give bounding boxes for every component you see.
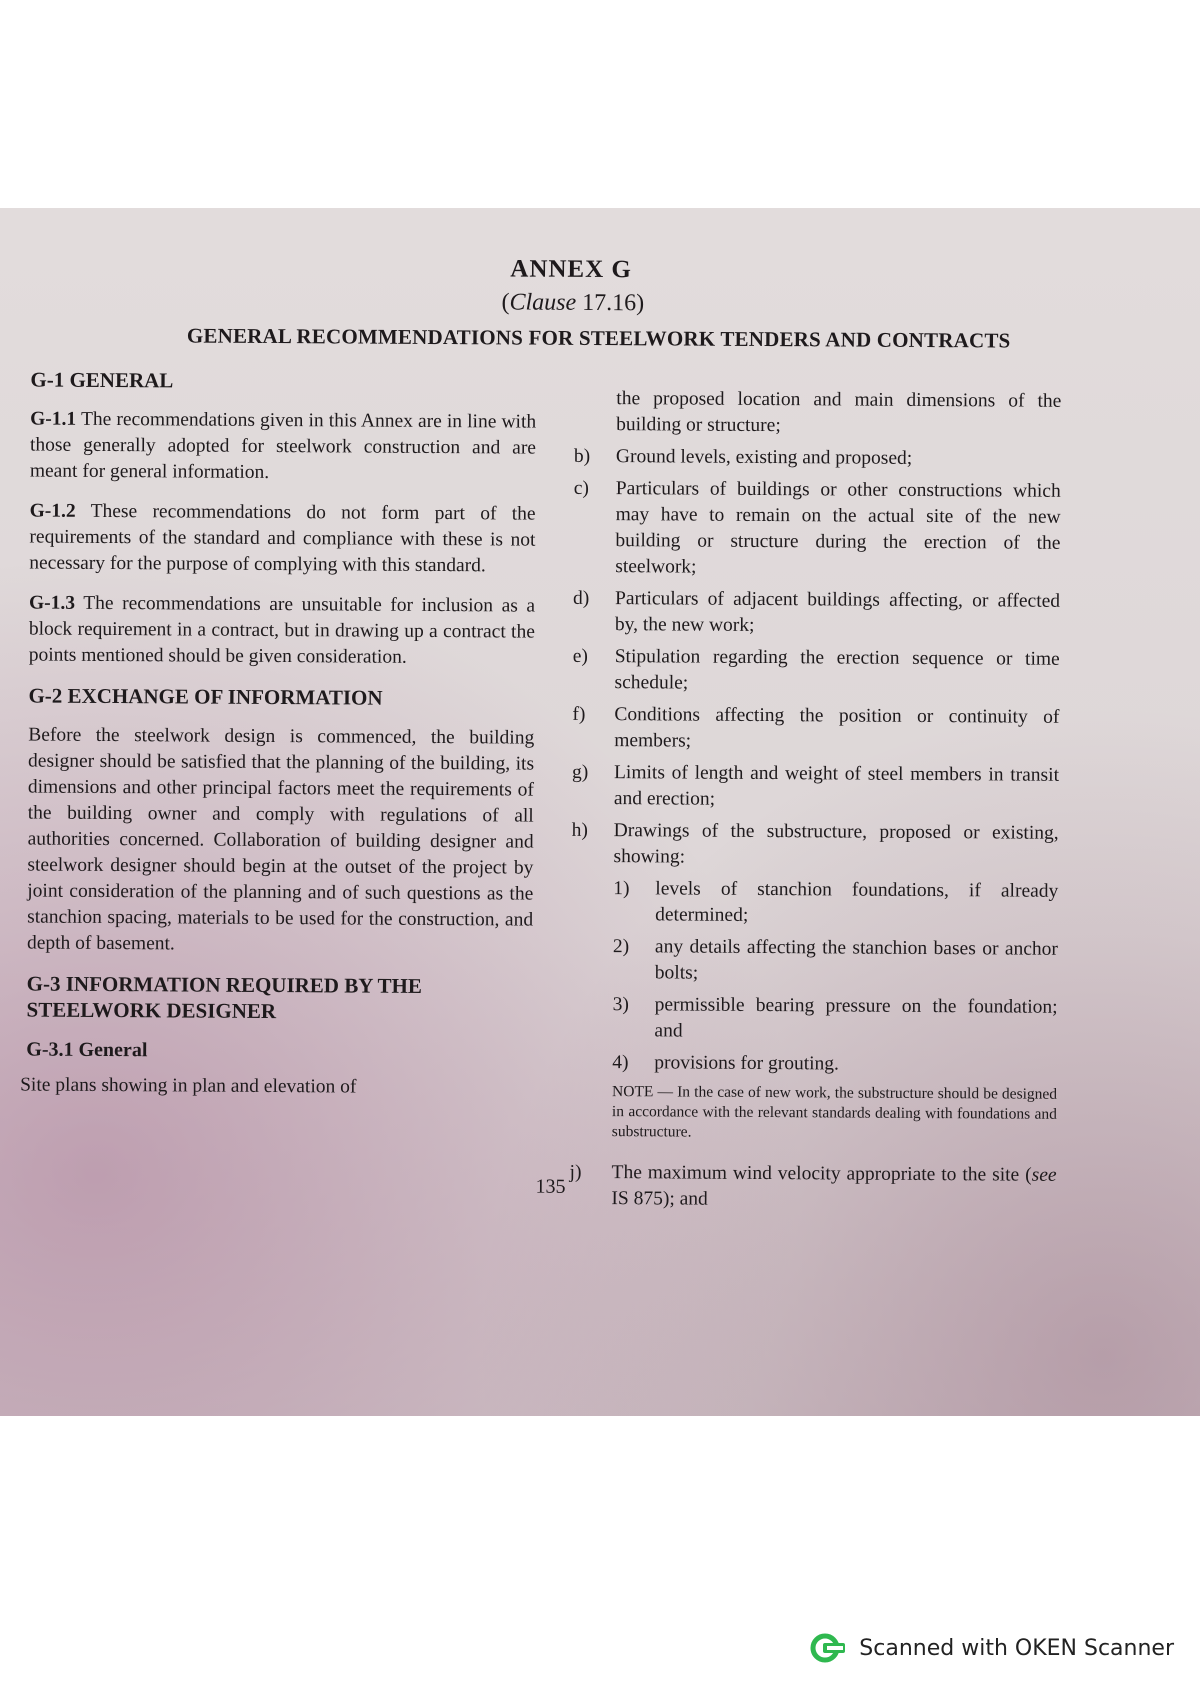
clause-number-g1-1: G-1.1 <box>30 408 77 430</box>
scanned-page <box>0 208 1200 1416</box>
list-text: Particulars of buildings or other constructions which may have to remain on the actual site of the new building or structure during the erection of the steelwork; <box>615 478 1061 578</box>
list-marker: b) <box>573 445 591 467</box>
page-number: 135 <box>535 1175 566 1198</box>
paragraph-text: These recommendations do not form part of the requirements of the standard and compliance with these is not necessary for the purpose of complying with this standard. <box>29 500 536 577</box>
list-text-part: IS 875); and <box>611 1188 708 1210</box>
list-marker: d) <box>573 587 590 609</box>
paragraph-g1-3 <box>29 591 535 672</box>
list-text: levels of stanchion foundations, if already determined; <box>655 878 1059 926</box>
section-heading-g1: G-1 GENERAL <box>30 367 174 393</box>
scanner-watermark <box>809 1630 1174 1666</box>
subsection-heading-g3-1: G-3.1 General <box>26 1038 148 1062</box>
note: NOTE — In the case of new work, the substructure should be designed in accordance with the relevant standards dealing with foundations and substructure. <box>611 1083 1058 1141</box>
list-item-h <box>571 818 1059 873</box>
see-reference: see <box>1031 1164 1057 1186</box>
list-text: provisions for grouting. <box>654 1052 840 1075</box>
list-marker: e) <box>572 645 588 667</box>
sublist-h <box>612 876 1059 1078</box>
list-item-a <box>20 1072 532 1101</box>
section-heading-g2: G-2 EXCHANGE OF INFORMATION <box>28 683 383 710</box>
sublist-item-4 <box>612 1050 1057 1078</box>
list-text: Particulars of adjacent buildings affecting, or affected by, the new work; <box>614 588 1061 636</box>
list-marker: 4) <box>612 1052 629 1074</box>
list-marker: c) <box>573 477 589 499</box>
section-heading-g3: G-3 INFORMATION REQUIRED BY THE STEELWORK DESIGNER <box>26 971 422 1024</box>
list-marker: f) <box>572 703 586 725</box>
list-item-d <box>573 586 1061 641</box>
list-marker <box>0 1072 20 1098</box>
sublist-item-2 <box>612 934 1059 988</box>
list-text: Drawings of the substructure, proposed or existing, showing: <box>613 820 1059 868</box>
list-text: Ground levels, existing and proposed; <box>615 446 913 469</box>
list-text: any details affecting the stanchion bases or anchor bolts; <box>654 936 1059 984</box>
annex-title: ANNEX G <box>510 255 632 284</box>
list-text: Limits of length and weight of steel members in transit and erection; <box>613 762 1060 810</box>
list-text: Stipulation regarding the erection sequence or time schedule; <box>614 646 1060 694</box>
paragraph-text: The recommendations given in this Annex are in line with those generally adopted for steelwork construction and are meant for general information. <box>29 408 537 483</box>
list-marker: 1) <box>613 878 630 900</box>
paragraph-text: The recommendations are unsuitable for inclusion as a block requirement in a contract, but in drawing up a contract the points mentioned should be given consideration. <box>28 592 536 668</box>
list-text: the proposed location and main dimensions of the building or structure; <box>616 388 1062 437</box>
clause-number-g1-3: G-1.3 <box>28 592 76 614</box>
document-title: GENERAL RECOMMENDATIONS FOR STEELWORK TENDERS AND CONTRACTS <box>186 323 1011 353</box>
list-text: permissible bearing pressure on the foundation; and <box>654 994 1058 1042</box>
list-item-e <box>572 644 1060 699</box>
paragraph-g1-1 <box>30 407 536 488</box>
sublist-item-3 <box>612 992 1058 1046</box>
right-column <box>569 386 1062 1221</box>
list-marker: h) <box>571 819 588 841</box>
list-item-f <box>572 702 1060 757</box>
list-marker: j) <box>569 1161 582 1183</box>
list-item-g <box>571 760 1060 815</box>
list-item-c <box>573 476 1061 583</box>
oken-scanner-logo-icon <box>809 1631 849 1665</box>
list-text: Conditions affecting the position or continuity of members; <box>614 704 1060 752</box>
clause-reference: (Clause 17.16) <box>501 289 645 317</box>
clause-number: 17.16 <box>582 289 637 317</box>
list-item-j <box>569 1160 1057 1215</box>
sublist-item-1 <box>613 876 1059 930</box>
paragraph-g2: Before the steelwork design is commenced, the building designer should be satisfied that the planning of the building, its dimensions and other principal factors meet the requirements of the building owner and comply with regulations of all authorities concerned. Collaboration of building designer and steelwork designer should begin at the outset of the project by joint consideration of the planning and of such questions as the stanchion spacing, materials to be used for the construction, and depth of basement. <box>26 724 535 955</box>
clause-word: Clause <box>509 289 577 316</box>
paragraph-g1-2 <box>29 499 535 580</box>
list-text <box>611 1160 1056 1215</box>
list-marker: 3) <box>612 994 629 1016</box>
list-text-part: The maximum wind velocity appropriate to the site ( <box>611 1162 1032 1186</box>
scanner-watermark-text: Scanned with OKEN Scanner <box>859 1635 1174 1661</box>
list-item-a-continued <box>616 386 1061 441</box>
list-item-b <box>573 444 1061 473</box>
list-marker: g) <box>571 761 589 783</box>
left-column <box>20 360 537 1107</box>
clause-number-g1-2: G-1.2 <box>29 500 76 522</box>
list-marker: 2) <box>612 936 630 958</box>
document-page <box>0 204 1200 1419</box>
list-text: Site plans showing in plan and elevation of <box>20 1074 357 1098</box>
